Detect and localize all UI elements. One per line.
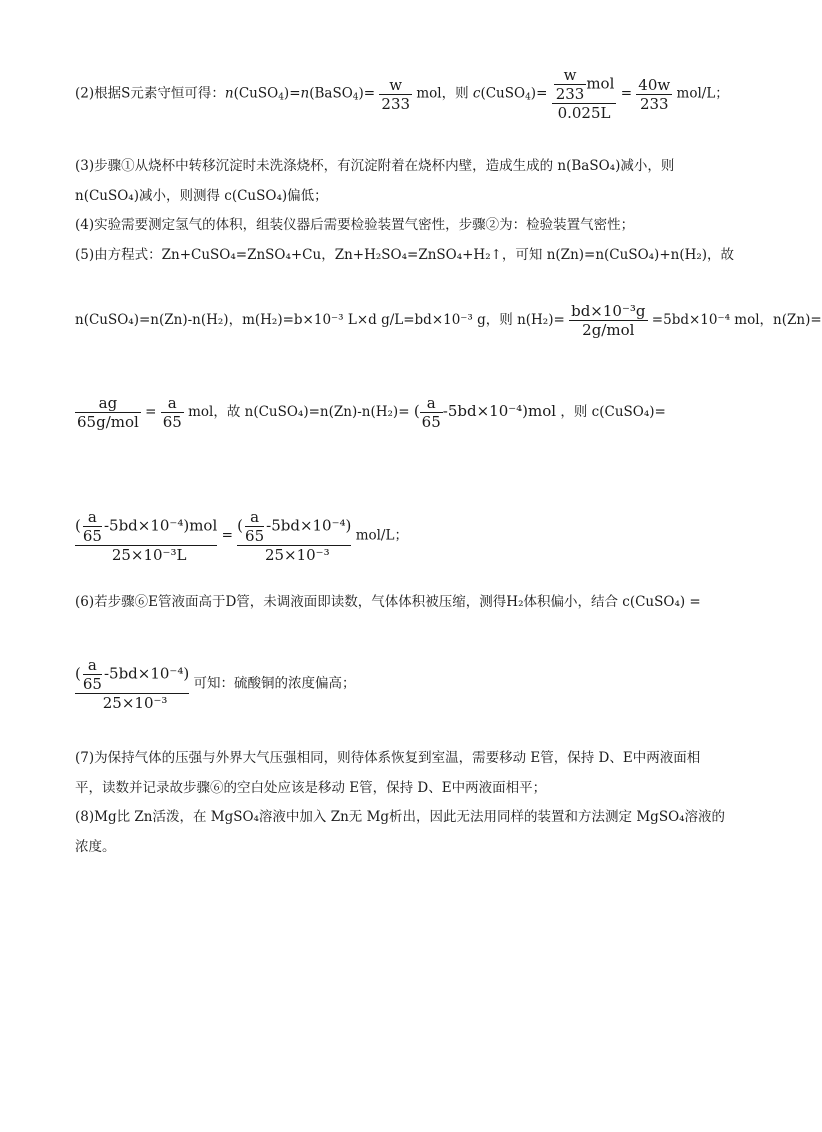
paragraph-6-line-2: ( $\frac{a}{65}$ -5bd×10⁻⁴) 25×10⁻³ 可知：硫酸铜的浓度偏高； bbox=[75, 656, 356, 712]
fraction-w-233: $\frac{w}{233}$ bbox=[381, 75, 411, 113]
paragraph-8-line-1: (8)Mg比 Zn活泼，在 MgSO₄溶液中加入 Zn无 Mg析出，因此无法用同样的装置和方法测定 MgSO₄溶液的 bbox=[75, 809, 726, 825]
paragraph-5-line-1: (5)由方程式：Zn+CuSO₄=ZnSO₄+Cu，Zn+H₂SO₄=ZnSO₄+H₂↑，可知 n(Zn)=n(CuSO₄)+n(H₂)，故 bbox=[75, 247, 735, 263]
fraction-concentration-1: ( $\frac{a}{65}$ -5bd×10⁻⁴)mol 25×10⁻³L bbox=[75, 508, 218, 564]
p2-label: (2)根据S元素守恒可得： bbox=[75, 85, 225, 102]
fraction-a-65: $\frac{a}{65}$ bbox=[162, 394, 182, 431]
paragraph-5-line-3: $\frac{ag}{\text{65g/mol}}$ = $\frac{a}{65}$ mol，故 n(CuSO₄)=n(Zn)-n(H₂)= ( $\frac{a}{65}$ -5bd×10⁻⁴)mol ，则 c(CuSO₄)= bbox=[77, 394, 666, 431]
fraction-concentration-3: ( $\frac{a}{65}$ -5bd×10⁻⁴) 25×10⁻³ bbox=[75, 656, 190, 712]
fraction-bd-2g: $\frac{\text{bd×10⁻³g}}{\text{2g/mol}}$ bbox=[571, 302, 646, 339]
paragraph-8-line-2: 浓度。 bbox=[75, 839, 116, 855]
fraction-concentration-2: ( $\frac{a}{65}$ -5bd×10⁻⁴) 25×10⁻³ bbox=[237, 508, 352, 564]
fraction-ag-65: $\frac{ag}{\text{65g/mol}}$ bbox=[77, 394, 139, 431]
paragraph-5-line-4: ( $\frac{a}{65}$ -5bd×10⁻⁴)mol 25×10⁻³L = ( $\frac{a}{65}$ -5bd×10⁻⁴) 25×10⁻³ mol/L； bbox=[75, 508, 408, 564]
paragraph-3-line-2: n(CuSO₄)减小，则测得 c(CuSO₄)偏低； bbox=[75, 188, 328, 204]
paragraph-7-line-2: 平，读数并记录故步骤⑥的空白处应该是移动 E管，保持 D、E中两液面相平； bbox=[75, 780, 547, 796]
fraction-40w-233: $\frac{40w}{233}$ bbox=[638, 75, 671, 113]
paragraph-6-line-1: (6)若步骤⑥E管液面高于D管，未调液面即读数，气体体积被压缩，测得H₂体积偏小，结合 c(CuSO₄) = bbox=[75, 594, 701, 610]
paragraph-7-line-1: (7)为保持气体的压强与外界大气压强相同，则待体系恢复到室温，需要移动 E管，保持 D、E中两液面相 bbox=[75, 750, 701, 766]
paragraph-4-line-1: (4)实验需要测定氢气的体积，组装仪器后需要检验装置气密性，步骤②为：检验装置气密性； bbox=[75, 217, 635, 233]
fraction-complex: $\frac{w}{233}$ mol 0.025L bbox=[552, 66, 617, 122]
paragraph-3-line-1: (3)步骤①从烧杯中转移沉淀时未洗涤烧杯，有沉淀附着在烧杯内壁，造成生成的 n(BaSO₄)减小，则 bbox=[75, 158, 675, 174]
paragraph-5-line-2: n(CuSO₄)=n(Zn)-n(H₂)，m(H₂)=b×10⁻³ L×d g/L=bd×10⁻³ g，则 n(H₂)= $\frac{\text{bd×10⁻³g}}{\text{2g/mol}}$ =5bd×10⁻⁴ mol，n(Zn)= bbox=[75, 302, 822, 339]
paragraph-2: (2)根据S元素守恒可得：n(CuSO$_4$)=n(BaSO$_4$)= $\frac{w}{233}$ mol，则 c(CuSO$_4$)= $\frac{w}{233}$ mol 0.025L = $\frac{40w}{233}$ mol/L； bbox=[75, 66, 729, 122]
